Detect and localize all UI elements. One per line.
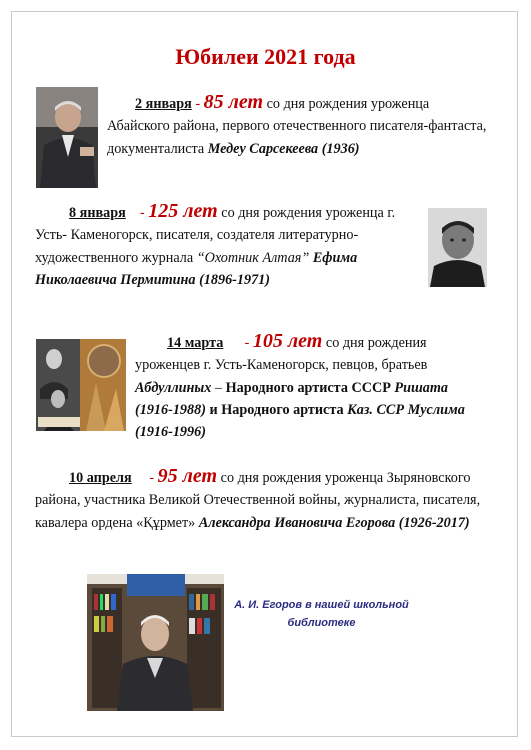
portrait-photo-sarsekeev <box>36 87 98 188</box>
caption-line: А. И. Егоров в нашей школьной <box>234 599 409 611</box>
entry-years: 95 лет <box>157 465 218 487</box>
photo-caption <box>234 596 409 632</box>
entry-date: 8 января <box>69 205 126 221</box>
entry-text: со дня рождения уроженца Абайского района, первого отечественного писателя-фантаста, документалиста <box>107 96 487 157</box>
entry-2 <box>35 200 425 291</box>
entry-person: Ришата (1916-1988) <box>135 379 449 418</box>
collage-photo-abdullin-brothers <box>36 339 126 431</box>
caption-line: библиотеке <box>287 617 356 629</box>
library-photo-egorov <box>87 574 224 711</box>
honorary-title: Народного артиста <box>221 401 344 418</box>
brothers-surname: Абдуллиных <box>135 379 212 396</box>
entry-date: 10 апреля <box>69 470 132 486</box>
entry-person: Медеу Сарсекеева (1936) <box>207 140 360 157</box>
journal-name: “Охотник Алтая” <box>196 249 310 266</box>
entry-years: 85 лет <box>203 91 264 113</box>
portrait-photo-permitin <box>428 208 487 287</box>
entry-dash: - <box>244 335 250 351</box>
entry-person: Александра Ивановича Егорова (1926-2017) <box>198 514 470 531</box>
entry-date: 14 марта <box>167 335 224 351</box>
page-title: Юбилеи 2021 года <box>175 44 356 69</box>
honorary-title: Народного артиста СССР <box>225 379 391 396</box>
conjunction: и <box>205 401 222 418</box>
entry-text-dash: – <box>211 379 226 396</box>
entry-person: Каз. ССР Муслима (1916-1996) <box>135 401 465 441</box>
entry-text: со дня рождения уроженца Зыряновского района, участника Великой Отечественной войны, журналиста, писателя, кавалера ордена «Құрмет» <box>35 470 481 531</box>
entry-3 <box>135 330 485 443</box>
entry-dash: - <box>195 96 201 112</box>
entry-text: со дня рождения уроженца г. Усть- Каменогорск, писателя, создателя литературно-художественного журнала <box>35 205 396 266</box>
entry-text: со дня рождения уроженцев г. Усть-Каменогорск, певцов, братьев <box>135 335 428 374</box>
entry-dash: - <box>140 205 145 221</box>
entry-1 <box>107 91 487 160</box>
entry-years: 105 лет <box>252 330 323 352</box>
entry-4 <box>35 465 505 534</box>
entry-years: 125 лет <box>148 200 218 222</box>
entry-date: 2 января <box>135 96 192 112</box>
entry-dash: - <box>149 470 155 486</box>
entry-person: Ефима Николаевича Пермитина (1896-1971) <box>35 249 358 288</box>
